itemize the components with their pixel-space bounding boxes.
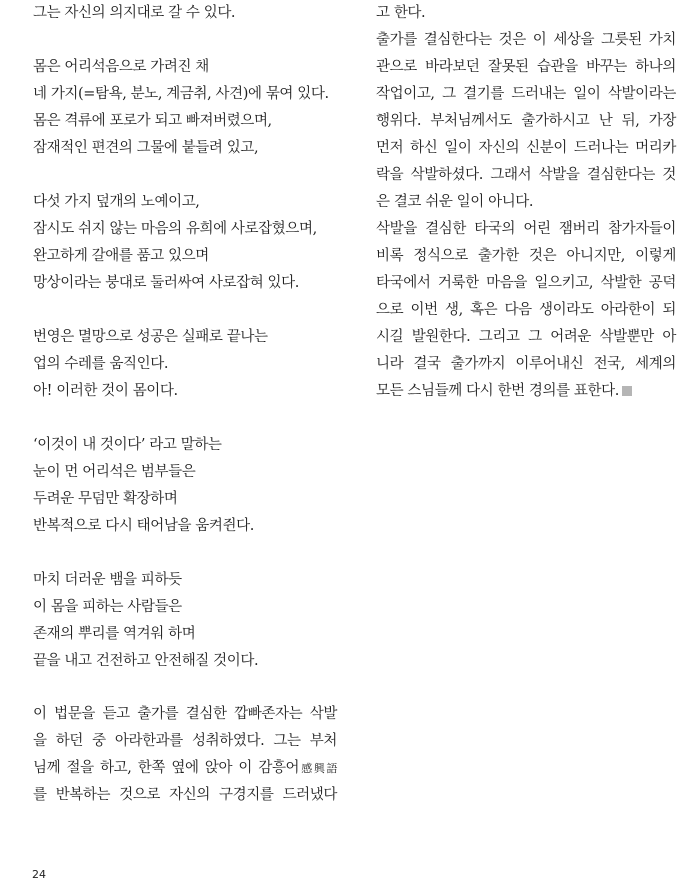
body-line-text: 시길 발원한다. 그리고 그 어려운 삭발뿐만 아 (376, 329, 676, 345)
prose-line: 를 반복하는 것으로 자신의 구경지를 드러냈다 (33, 787, 337, 803)
body-line-text: 행위다. 부처님께서도 출가하시고 난 뒤, 가장 (376, 113, 676, 129)
body-line (376, 54, 676, 81)
verse-line: 두려운 무덤만 확장하며 (33, 491, 178, 507)
body-line-text: 니라 결국 출가까지 이루어내신 전국, 세계의 (376, 356, 676, 372)
body-line (376, 243, 676, 270)
verse-line: 번영은 멸망으로 성공은 실패로 끝나는 (33, 329, 268, 345)
verse-line: 아! 이러한 것이 몸이다. (33, 383, 178, 399)
hanja-term: 感興語 (299, 762, 338, 775)
prose-line-text: 님께 절을 하고, 한쪽 옆에 앉아 이 감흥어 (33, 760, 300, 776)
body-line-text: 삭발을 결심한 타국의 어린 잼버리 참가자들이 (376, 221, 676, 237)
verse-line: 다섯 가지 덮개의 노예이고, (33, 194, 200, 210)
body-line-text: 출가를 결심한다는 것은 이 세상을 그릇된 가치 (376, 32, 676, 48)
verse-line: ‘이것이 내 것이다’ 라고 말하는 (33, 437, 222, 453)
verse-block (33, 0, 337, 675)
paragraph-gap (33, 675, 337, 701)
body-line (376, 108, 676, 135)
verse-line: 네 가지(=탐욕, 분노, 계금취, 사견)에 묶여 있다. (33, 86, 329, 102)
prose-block (33, 701, 337, 809)
body-line-text: 먼저 하신 일이 자신의 신분이 드러나는 머리카 (376, 140, 676, 156)
body-line (376, 351, 676, 378)
prose-line: 을 하던 중 아라한과를 성취하였다. 그는 부처 (33, 733, 337, 749)
verse-line: 끝을 내고 건전하고 안전해질 것이다. (33, 653, 259, 669)
body-line (376, 162, 676, 189)
stanza-gap (33, 27, 337, 54)
right-column (376, 0, 676, 405)
verse-line: 완고하게 갈애를 품고 있으며 (33, 248, 209, 264)
body-line-text: 비록 정식으로 출가한 것은 아니지만, 이렇게 (376, 248, 676, 264)
body-line (376, 0, 676, 27)
body-line-text: 고 한다. (376, 5, 426, 21)
verse-line: 이 몸을 피하는 사람들은 (33, 599, 182, 615)
verse-line: 잠재적인 편견의 그물에 붙들려 있고, (33, 140, 259, 156)
stanza-gap (33, 297, 337, 324)
stanza-gap (33, 540, 337, 567)
body-line (376, 216, 676, 243)
verse-line: 반복적으로 다시 태어남을 움켜쥔다. (33, 518, 254, 534)
verse-line: 몸은 어리석음으로 가려진 채 (33, 59, 209, 75)
verse-line: 망상이라는 붕대로 둘러싸여 사로잡혀 있다. (33, 275, 299, 291)
prose-line (33, 755, 337, 782)
body-line (376, 81, 676, 108)
body-line-text: 으로 이번 생, 혹은 다음 생이라도 아라한이 되 (376, 302, 676, 318)
verse-line: 마치 더러운 뱀을 피하듯 (33, 572, 182, 588)
body-line (376, 189, 676, 216)
verse-line: 몸은 격류에 포로가 되고 빠져버렸으며, (33, 113, 272, 129)
body-line (376, 135, 676, 162)
end-of-article-mark (622, 386, 632, 396)
body-line (376, 270, 676, 297)
body-line (376, 378, 676, 405)
verse-line: 잠시도 쉬지 않는 마음의 유희에 사로잡혔으며, (33, 221, 317, 237)
stanza-gap (33, 405, 337, 432)
body-line-text: 작업이고, 그 결기를 드러내는 일이 삭발이라는 (376, 86, 676, 102)
body-line (376, 297, 676, 324)
verse-line: 눈이 먼 어리석은 범부들은 (33, 464, 196, 480)
prose-line: 이 법문을 듣고 출가를 결심한 깝빠존자는 삭발 (33, 706, 337, 722)
verse-line: 그는 자신의 의지대로 갈 수 있다. (33, 5, 236, 21)
verse-line: 업의 수레를 움직인다. (33, 356, 169, 372)
verse-line: 존재의 뿌리를 역겨워 하며 (33, 626, 196, 642)
body-line-text: 모든 스님들께 다시 한번 경의를 표한다. (376, 383, 619, 399)
body-line (376, 27, 676, 54)
body-line-text: 은 결코 쉬운 일이 아니다. (376, 194, 534, 210)
body-line-text: 타국에서 거룩한 마음을 일으키고, 삭발한 공덕 (376, 275, 676, 291)
left-column (33, 0, 337, 809)
body-line-text: 락을 삭발하셨다. 그래서 삭발을 결심한다는 것 (376, 167, 676, 183)
page-number: 24 (32, 868, 46, 881)
body-line-text: 관으로 바라보던 잘못된 습관을 바꾸는 하나의 (376, 59, 676, 75)
stanza-gap (33, 162, 337, 189)
body-line (376, 324, 676, 351)
